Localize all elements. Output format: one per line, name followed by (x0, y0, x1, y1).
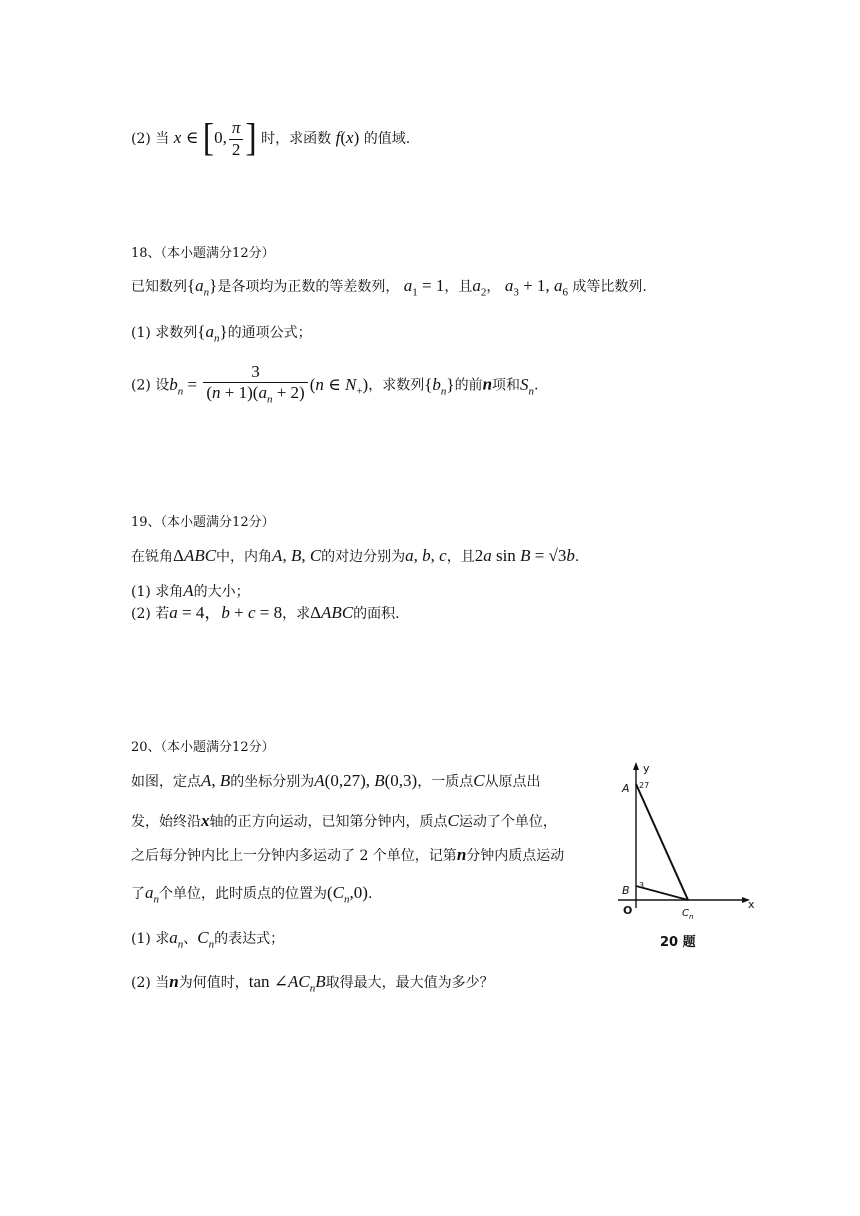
label-B-value: 3 (639, 881, 645, 890)
q19-stem-b: 中，内角 (216, 549, 273, 565)
q19-stem (131, 546, 579, 567)
q20-part2 (131, 972, 494, 998)
math-an-2: $a_n$ (169, 928, 184, 951)
q20-l4-c: . (367, 886, 373, 902)
fraction-pi-over-2: $\frac{\pi}{2}$ (229, 118, 244, 160)
q20-header: 20、（本小题满分12分） (131, 740, 275, 755)
y-axis-arrow (633, 762, 639, 770)
math-zero: 0, (214, 128, 227, 147)
math-tan-angle: $\tan \angle AC_nB$ (248, 972, 326, 995)
q19-part2 (131, 603, 400, 624)
q19-header: 19、（本小题满分12分） (131, 515, 275, 530)
q18-stem-c: ，且 (444, 279, 473, 295)
q20-l3-b: 分钟内质点运动 (466, 848, 565, 864)
label-A-value: 27 (639, 781, 650, 790)
q19-p1-b: 的大小； (193, 584, 250, 600)
q18-p2-c: 的前 (454, 377, 483, 394)
math-coords: A(0,27), B(0,3) (314, 771, 418, 790)
q18-p1-a: (1) 求数列 (131, 325, 198, 341)
label-y: y (643, 762, 650, 775)
math-a2: $a_2$ (472, 276, 487, 299)
q19-stem-e: . (574, 549, 580, 565)
q18-header: 18、（本小题满分12分） (131, 246, 275, 261)
q20-l4-a: 了 (131, 886, 145, 902)
q18-p2-e: . (534, 377, 539, 394)
math-x: x (173, 128, 182, 147)
label-B: B (622, 884, 630, 897)
q17-p2-text-b: 时，求函数 (261, 131, 332, 147)
q18-p1-b: 的通项公式； (227, 325, 312, 341)
q20-l2-a: 发，始终沿 (131, 814, 201, 830)
q19-p1-a: (1) 求角 (131, 584, 184, 600)
math-AB: A, B (201, 771, 231, 790)
math-condition: 2a sin B = √3b (474, 546, 575, 565)
math-triangle-abc-2: ΔABC (310, 603, 354, 622)
q20-l2-c: 运动了个单位， (458, 814, 557, 830)
math-in: ∈ (185, 128, 199, 147)
q18-stem-e: 成等比数列. (572, 279, 647, 295)
q20-l1-d: 从原点出 (484, 774, 541, 790)
math-C-2: C (447, 811, 459, 830)
q17-p2-text-a: (2) 当 (131, 131, 170, 147)
q20-l1-b: 的坐标分别为 (230, 774, 315, 790)
math-C: C (473, 771, 485, 790)
math-set-an-2: $\{a_n\}$ (197, 322, 228, 345)
q20-p2-c: 取得最大，最大值为多少？ (325, 975, 494, 991)
math-Sn: $S_n$ (520, 374, 535, 398)
q19-p2-a: (2) 若 (131, 606, 170, 622)
q19-stem-a: 在锐角 (131, 549, 173, 565)
math-A: A (183, 581, 194, 600)
q18-stem-b: 是各项均为正数的等差数列， (217, 279, 400, 295)
label-A: A (622, 782, 630, 795)
q19-stem-d: ，且 (446, 549, 475, 565)
q20-p1-c: 的表达式； (214, 931, 285, 947)
q18-p2-a: (2) 设 (131, 377, 170, 394)
label-O: O (623, 904, 633, 917)
q20-l3-a: 之后每分钟内比上一分钟内多运动了 2 个单位，记第 (131, 848, 457, 864)
q18-stem-a: 已知数列 (131, 279, 187, 295)
bracket-right: ] (245, 117, 257, 160)
q19-p2-c: 的面积. (353, 606, 400, 622)
math-sides: a, b, c (405, 546, 447, 565)
fraction-bn: $\frac{3}{(n + 1)(a_n + 2)}$ (203, 362, 307, 409)
math-bn-def: $b_n$ = (169, 374, 202, 398)
q20-line4 (131, 883, 372, 909)
q20-p1-a: (1) 求 (131, 931, 170, 947)
math-n-bold-3: n (169, 972, 179, 991)
q20-line2 (131, 811, 557, 832)
math-fx: f (335, 128, 341, 147)
figure-caption: 20 题 (660, 935, 696, 950)
q20-p1-b: 、 (183, 931, 198, 947)
q19-stem-c: 的对边分别为 (321, 549, 406, 565)
math-a1-eq-1: $a_1 = 1$ (403, 276, 445, 299)
label-C-sub: n (689, 913, 694, 921)
q20-p2-b: 为何值时， (178, 975, 249, 991)
q18-part1 (131, 322, 312, 348)
math-Cn-0: $(C_n,0)$ (327, 883, 368, 906)
q19-part1 (131, 581, 250, 602)
label-C: C (682, 908, 689, 919)
q20-figure (612, 760, 762, 956)
math-a4-bc8: a = 4，b + c = 8 (169, 603, 283, 622)
bracket-left: [ (202, 117, 215, 160)
q18-part2 (131, 362, 538, 409)
q17-p2-text-c: 的值域. (363, 131, 411, 147)
q18-stem-d: ， (486, 279, 501, 295)
q18-stem (131, 276, 647, 302)
q20-l2-b: 轴的正方向运动，已知第分钟内，质点 (209, 814, 448, 830)
q20-part1 (131, 928, 284, 954)
math-n-bold: n (482, 374, 493, 394)
math-n-bold-2: n (456, 845, 467, 864)
label-x: x (748, 898, 755, 911)
q17-part2: (2) 当 x ∈ [0, $\frac{\pi}{2}$ ] 时，求函数 f(x) 的值域. (131, 118, 410, 160)
q20-l1-a: 如图，定点 (131, 774, 201, 790)
math-set-an: $\{a_n\}$ (187, 276, 218, 299)
math-set-bn: $\{b_n\}$ (424, 374, 455, 398)
math-Cn: $C_n$ (197, 928, 215, 951)
q20-l4-b: 个单位，此时质点的位置为 (159, 886, 327, 902)
q20-p2-a: (2) 当 (131, 975, 170, 991)
math-n-in-N: (n ∈ $N_+$) (309, 374, 369, 398)
math-triangle-abc: ΔABC (173, 546, 217, 565)
math-x-bold: x (201, 811, 210, 830)
q18-p2-d: 项和 (492, 377, 521, 394)
q20-line3 (131, 845, 564, 866)
q18-p2-b: ，求数列 (368, 377, 425, 394)
q20-l1-c: ，一质点 (417, 774, 474, 790)
math-a3-plus-1-a6: $a_3 + 1$, $a_6$ (504, 276, 568, 299)
q20-line1 (131, 771, 541, 792)
q19-p2-b: ，求 (282, 606, 311, 622)
math-angles: A, B, C (272, 546, 322, 565)
math-an: $a_n$ (145, 883, 159, 906)
